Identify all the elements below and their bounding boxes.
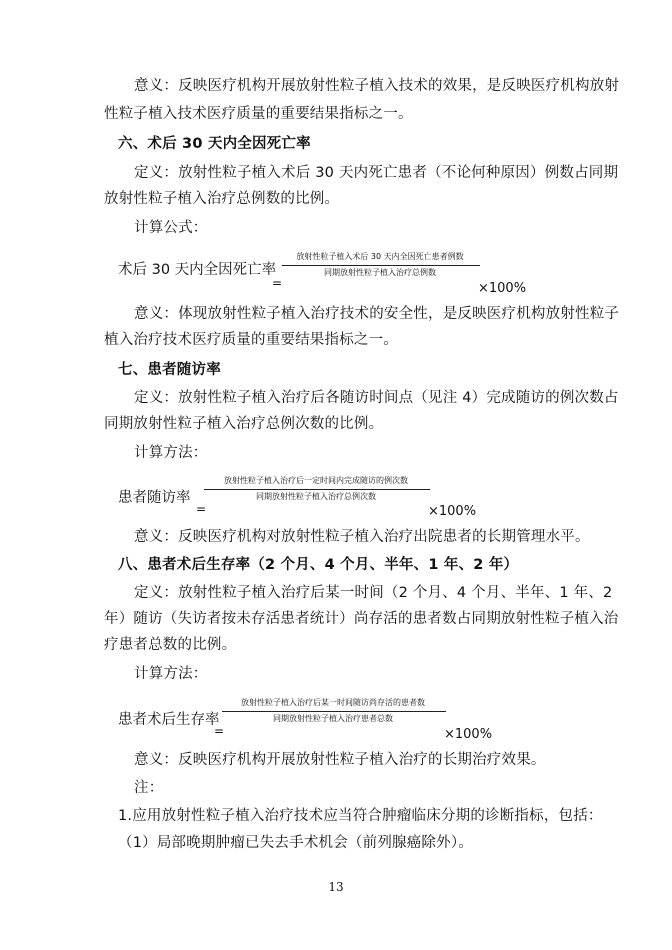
formula-numerator: 放射性粒子植入术后 30 天内全因死亡患者例数 <box>296 252 464 261</box>
formula-label: 计算公式： <box>134 220 208 236</box>
percent-factor: ×100% <box>428 504 477 519</box>
formula-lhs: 术后 30 天内全因死亡率 <box>118 262 277 278</box>
formula-label: 计算方法： <box>134 445 208 461</box>
page-number: 13 <box>328 880 344 894</box>
formula-numerator: 放射性粒子植入治疗后某一时间随访尚存活的患者数 <box>241 698 425 707</box>
equals-sign: = <box>196 502 207 516</box>
paragraph-line: 定义：放射性粒子植入治疗后某一时间（2 个月、4 个月、半年、1 年、2 <box>134 585 613 601</box>
formula-denominator: 同期放射性粒子植入治疗总例数 <box>324 268 436 277</box>
paragraph-line: 植入治疗技术医疗质量的重要结果指标之一。 <box>104 332 398 348</box>
formula-lhs: 患者随访率 <box>118 490 191 506</box>
paragraph-line: 放射性粒子植入治疗总例数的比例。 <box>104 191 340 207</box>
paragraph-line: 定义：放射性粒子植入术后 30 天内死亡患者（不论何种原因）例数占同期 <box>134 165 619 181</box>
paragraph-line: 意义：反映医疗机构开展放射性粒子植入治疗的长期治疗效果。 <box>134 752 546 768</box>
section-heading-7: 七、患者随访率 <box>118 362 221 378</box>
paragraph-line: 疗患者总数的比例。 <box>104 637 237 653</box>
paragraph-line: 意义：体现放射性粒子植入治疗技术的安全性，是反映医疗机构放射性粒子 <box>134 306 620 322</box>
equals-sign: = <box>214 724 225 738</box>
percent-factor: ×100% <box>444 727 493 742</box>
note-item: 1.应用放射性粒子植入治疗技术应当符合肿瘤临床分期的诊断指标，包括： <box>118 808 603 824</box>
paragraph-line: 定义：放射性粒子植入治疗后各随访时间点（见注 4）完成随访的例次数占 <box>134 390 619 406</box>
notes-label: 注： <box>134 780 164 796</box>
equals-sign: = <box>272 276 283 290</box>
formula-denominator: 同期放射性粒子植入治疗总例次数 <box>256 492 376 501</box>
fraction-bar <box>204 489 430 490</box>
paragraph-line: 年）随访（失访者按未存活患者统计）尚存活的患者数占同期放射性粒子植入治 <box>104 611 619 627</box>
formula-lhs: 患者术后生存率 <box>118 712 220 728</box>
formula-label: 计算方法： <box>134 666 208 682</box>
paragraph-line: 意义：反映医疗机构对放射性粒子植入治疗出院患者的长期管理水平。 <box>134 529 590 545</box>
section-heading-6: 六、术后 30 天内全因死亡率 <box>118 136 311 152</box>
fraction-bar <box>282 265 480 266</box>
formula-denominator: 同期放射性粒子植入治疗患者总数 <box>273 714 393 723</box>
note-subitem: （1）局部晚期肿瘤已失去手术机会（前列腺癌除外）。 <box>118 835 473 851</box>
section-heading-8: 八、患者术后生存率（2 个月、4 个月、半年、1 年、2 年） <box>118 557 519 573</box>
fraction-bar <box>222 711 446 712</box>
paragraph-line: 同期放射性粒子植入治疗总例次数的比例。 <box>104 416 384 432</box>
paragraph-line: 性粒子植入技术医疗质量的重要结果指标之一。 <box>104 106 413 122</box>
formula-numerator: 放射性粒子植入治疗后一定时间内完成随访的例次数 <box>224 476 408 485</box>
percent-factor: ×100% <box>478 281 527 296</box>
paragraph-line: 意义：反映医疗机构开展放射性粒子植入技术的效果，是反映医疗机构放射 <box>134 78 620 94</box>
